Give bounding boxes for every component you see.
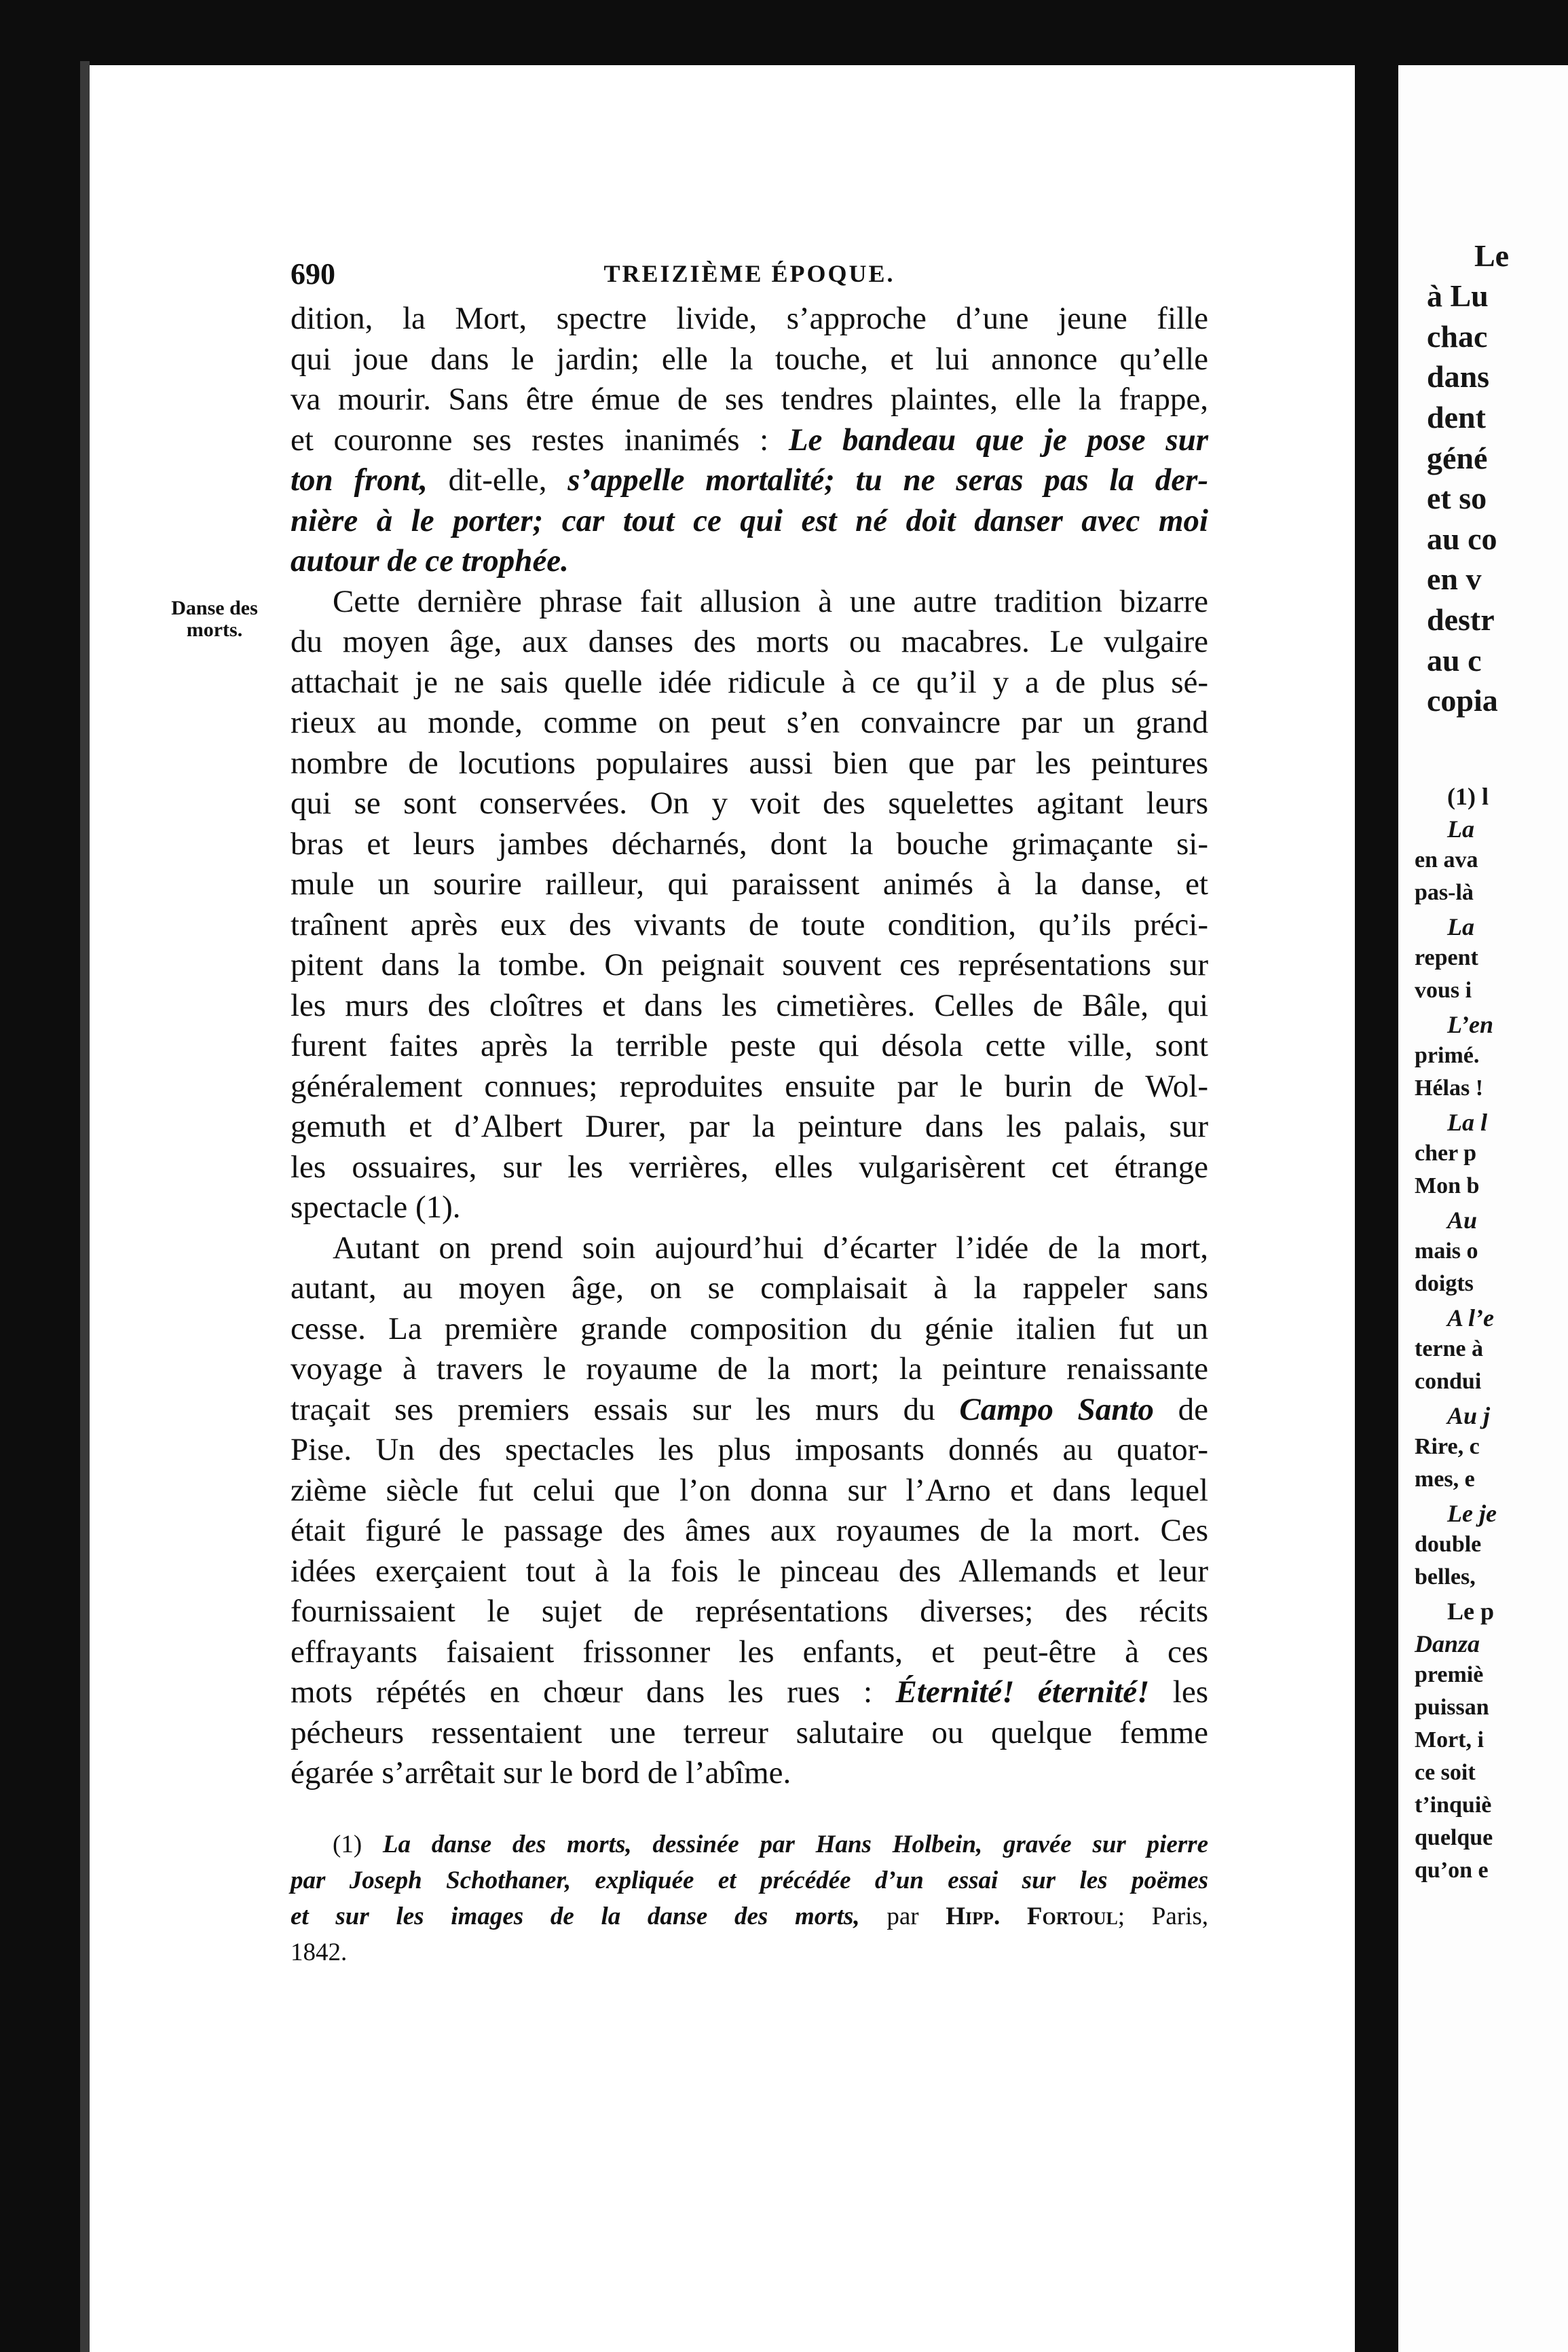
body-line: [291, 1309, 1208, 1350]
body-line: [291, 1026, 1208, 1067]
right-page-fragment: Mort, i: [1415, 1727, 1484, 1752]
body-line: [291, 1511, 1208, 1551]
right-page-fragment: Danza: [1415, 1630, 1480, 1657]
body-text: Pise. Un des spectacles les plus imposants donnés au quator-: [291, 1432, 1208, 1467]
body-line: [291, 299, 1208, 339]
body-text: zième siècle fut celui que l’on donna sur l’Arno et dans lequel: [291, 1472, 1208, 1508]
body-line: [291, 1672, 1208, 1713]
right-page-fragment: t’inquiè: [1415, 1793, 1492, 1818]
body-text: autant, au moyen âge, on se complaisait à la rappeler sans: [291, 1270, 1208, 1306]
footnote-text: et sur les images de la danse des morts,: [291, 1903, 860, 1930]
page-edge-shadow: [80, 61, 90, 2352]
footnote-text: (1): [333, 1831, 383, 1858]
body-text: traînent après eux des vivants de toute condition, qu’ils préci-: [291, 906, 1208, 942]
right-page-fragment: Au: [1447, 1207, 1478, 1234]
running-head: TREIZIÈME ÉPOQUE.: [603, 260, 895, 287]
body-text: Cette dernière phrase fait allusion à une autre tradition bizarre: [333, 583, 1208, 619]
right-page-fragment: belles,: [1415, 1564, 1476, 1590]
right-page-fragment: quelque: [1415, 1825, 1493, 1850]
body-text: de: [1153, 1391, 1208, 1427]
body-text: idées exerçaient tout à la fois le pinceau des Allemands et leur: [291, 1553, 1208, 1589]
right-page-fragment: La: [1447, 913, 1474, 940]
body-line: [291, 420, 1208, 461]
right-page-fragment: puissan: [1415, 1695, 1489, 1720]
body-text: du moyen âge, aux danses des morts ou macabres. Le vulgaire: [291, 624, 1208, 659]
body-line: [291, 1268, 1208, 1309]
body-line: [291, 501, 1208, 542]
body-line: [291, 986, 1208, 1027]
scan-border-left: [0, 0, 81, 2352]
body-line: [291, 1147, 1208, 1188]
right-page-fragment: géné: [1427, 441, 1488, 475]
body-text: les: [1149, 1674, 1208, 1710]
right-page-fragment: La: [1447, 815, 1474, 843]
body-text: nombre de locutions populaires aussi bien que par les peintures: [291, 745, 1208, 781]
scan-border-top: [0, 0, 1568, 65]
right-page-fragment: A l’e: [1447, 1304, 1494, 1331]
body-text: s’appelle mortalité; tu ne seras pas la der-: [567, 462, 1208, 498]
book-gutter: [1355, 0, 1398, 2352]
body-line: [291, 1551, 1208, 1592]
body-text: bras et leurs jambes décharnés, dont la bouche grimaçante si-: [291, 826, 1208, 862]
body-line: [291, 743, 1208, 784]
right-page-fragment: La l: [1447, 1109, 1487, 1136]
right-page-fragment: Le: [1474, 238, 1510, 273]
page-number: 690: [291, 257, 335, 291]
body-text: généralement connues; reproduites ensuite par le burin de Wol-: [291, 1068, 1208, 1104]
right-page-fragment: doigts: [1415, 1271, 1474, 1296]
body-text: attachait je ne sais quelle idée ridicule à ce qu’il y a de plus sé-: [291, 664, 1208, 700]
body-text: Le bandeau que je pose sur: [788, 422, 1208, 458]
body-text: qui joue dans le jardin; elle la touche, et lui annonce qu’elle: [291, 341, 1208, 377]
footnote-line: [291, 1862, 1208, 1898]
body-line: [291, 663, 1208, 703]
body-text: [291, 299, 1208, 1794]
body-text: qui se sont conservées. On y voit des squelettes agitant leurs: [291, 786, 1208, 821]
body-line: [291, 1067, 1208, 1107]
right-page-fragment: Hélas !: [1415, 1076, 1484, 1101]
body-text: spectacle (1).: [291, 1190, 461, 1225]
footnote-text: par: [859, 1903, 946, 1930]
right-page-fragment: mes, e: [1415, 1467, 1475, 1492]
footnote-text: 1842.: [291, 1938, 348, 1966]
body-text: pécheurs ressentaient une terreur salutaire ou quelque femme: [291, 1714, 1208, 1750]
right-page-fragment: en v: [1427, 562, 1482, 596]
body-text: mule un sourire railleur, qui paraissent animés à la danse, et: [291, 866, 1208, 902]
body-line: [291, 1390, 1208, 1431]
body-text: effrayants faisaient frissonner les enfants, et peut-être à ces: [291, 1634, 1208, 1670]
right-page-fragment: qu’on e: [1415, 1858, 1489, 1883]
right-page-fragment: Le je: [1447, 1500, 1497, 1527]
body-line: [291, 945, 1208, 986]
body-text: gemuth et d’Albert Durer, par la peinture dans les palais, sur: [291, 1109, 1208, 1144]
right-page-fragment: premiè: [1415, 1662, 1484, 1687]
body-line: [291, 541, 1208, 582]
right-page-fragment: destr: [1427, 602, 1495, 637]
right-page-fragment: condui: [1415, 1369, 1482, 1394]
right-page-fragment: pas-là: [1415, 880, 1474, 905]
footnote-text: ; Paris,: [1117, 1903, 1209, 1930]
right-page-fragment: au c: [1427, 643, 1482, 678]
right-page-fragment: et so: [1427, 481, 1487, 515]
right-page-fragment: cher p: [1415, 1141, 1476, 1166]
body-text: les ossuaires, sur les verrières, elles vulgarisèrent cet étrange: [291, 1149, 1208, 1185]
body-line: [291, 905, 1208, 946]
body-line: [291, 622, 1208, 663]
body-line: [291, 703, 1208, 743]
body-text: nière à le porter; car tout ce qui est né doit danser avec moi: [291, 502, 1208, 538]
body-text: ton front,: [291, 462, 428, 498]
body-line: [291, 582, 1208, 623]
body-line: [291, 1188, 1208, 1228]
right-page-fragment: L’en: [1447, 1011, 1493, 1038]
right-page-fragment: au co: [1427, 521, 1497, 556]
footnote-line: [291, 1934, 1208, 1970]
body-text: mots répétés en chœur dans les rues :: [291, 1674, 896, 1710]
right-page-fragment: en ava: [1415, 847, 1478, 872]
body-text: égarée s’arrêtait sur le bord de l’abîme.: [291, 1755, 791, 1790]
body-text: va mourir. Sans être émue de ses tendres plaintes, elle la frappe,: [291, 382, 1208, 417]
right-page-fragment: copia: [1427, 683, 1498, 718]
body-line: [291, 1107, 1208, 1147]
body-line: [291, 339, 1208, 380]
body-text: dit-elle,: [427, 462, 568, 498]
body-line: [291, 1471, 1208, 1511]
body-line: [291, 1592, 1208, 1632]
body-line: [291, 460, 1208, 501]
body-line: [291, 824, 1208, 865]
right-page-fragment: dans: [1427, 359, 1490, 394]
body-text: voyage à travers le royaume de la mort; la peinture renaissante: [291, 1351, 1208, 1386]
right-page-fragment: repent: [1415, 945, 1478, 970]
body-line: [291, 864, 1208, 905]
body-text: dition, la Mort, spectre livide, s’approche d’une jeune fille: [291, 301, 1208, 336]
body-text: Campo Santo: [959, 1391, 1154, 1427]
margin-note: [157, 598, 272, 641]
body-text: Éternité! éternité!: [895, 1674, 1150, 1710]
body-line: [291, 784, 1208, 824]
footnote-line: [291, 1898, 1208, 1934]
body-text: les murs des cloîtres et dans les cimetières. Celles de Bâle, qui: [291, 987, 1208, 1023]
footnote-text: Hipp. Fortoul: [946, 1903, 1118, 1930]
body-text: furent faites après la terrible peste qui désola cette ville, sont: [291, 1028, 1208, 1063]
right-page-fragment: dent: [1427, 400, 1486, 435]
footnote-line: [291, 1826, 1208, 1862]
right-page-fragment: à Lu: [1427, 278, 1489, 313]
body-line: [291, 1632, 1208, 1673]
body-text: rieux au monde, comme on peut s’en convaincre par un grand: [291, 705, 1208, 740]
body-text: était figuré le passage des âmes aux royaumes de la mort. Ces: [291, 1513, 1208, 1548]
right-page-fragment: terne à: [1415, 1336, 1484, 1361]
body-text: Autant on prend soin aujourd’hui d’écarter l’idée de la mort,: [333, 1230, 1208, 1266]
right-page-fragment: Mon b: [1415, 1173, 1480, 1198]
right-page-fragment: chac: [1427, 319, 1488, 354]
body-text: et couronne ses restes inanimés :: [291, 422, 789, 458]
right-page-fragment: Rire, c: [1415, 1434, 1480, 1459]
footnote: [291, 1826, 1208, 1970]
body-line: [291, 1430, 1208, 1471]
body-line: [291, 1753, 1208, 1794]
body-text: fournissaient le sujet de représentations diverses; des récits: [291, 1594, 1208, 1629]
footnote-text: La danse des morts, dessinée par Hans Holbein, gravée sur pierre: [382, 1831, 1208, 1858]
right-page-fragment: primé.: [1415, 1043, 1480, 1068]
right-page-fragment: ce soit: [1415, 1760, 1476, 1785]
right-page-fragment: Au j: [1447, 1402, 1491, 1429]
margin-note-line: Danse des: [171, 597, 258, 619]
page-header: [291, 257, 1208, 297]
body-text: cesse. La première grande composition du génie italien fut un: [291, 1310, 1208, 1346]
margin-note-line: morts.: [186, 619, 243, 641]
right-page: [1398, 65, 1568, 2352]
footnote-text: par Joseph Schothaner, expliquée et précédée d’un essai sur les poëmes: [291, 1867, 1208, 1894]
body-line: [291, 380, 1208, 420]
body-text: pitent dans la tombe. On peignait souvent ces représentations sur: [291, 947, 1208, 982]
body-line: [291, 1349, 1208, 1390]
body-text: autour de ce trophée.: [291, 543, 569, 578]
body-text: traçait ses premiers essais sur les murs du: [291, 1391, 960, 1427]
right-page-fragment: Le p: [1447, 1598, 1495, 1625]
right-page-fragment: mais o: [1415, 1238, 1478, 1264]
right-page-fragment: vous i: [1415, 978, 1472, 1003]
right-page-fragment: (1) l: [1447, 783, 1489, 810]
body-line: [291, 1228, 1208, 1269]
right-page-fragment: double: [1415, 1532, 1482, 1557]
body-line: [291, 1713, 1208, 1754]
